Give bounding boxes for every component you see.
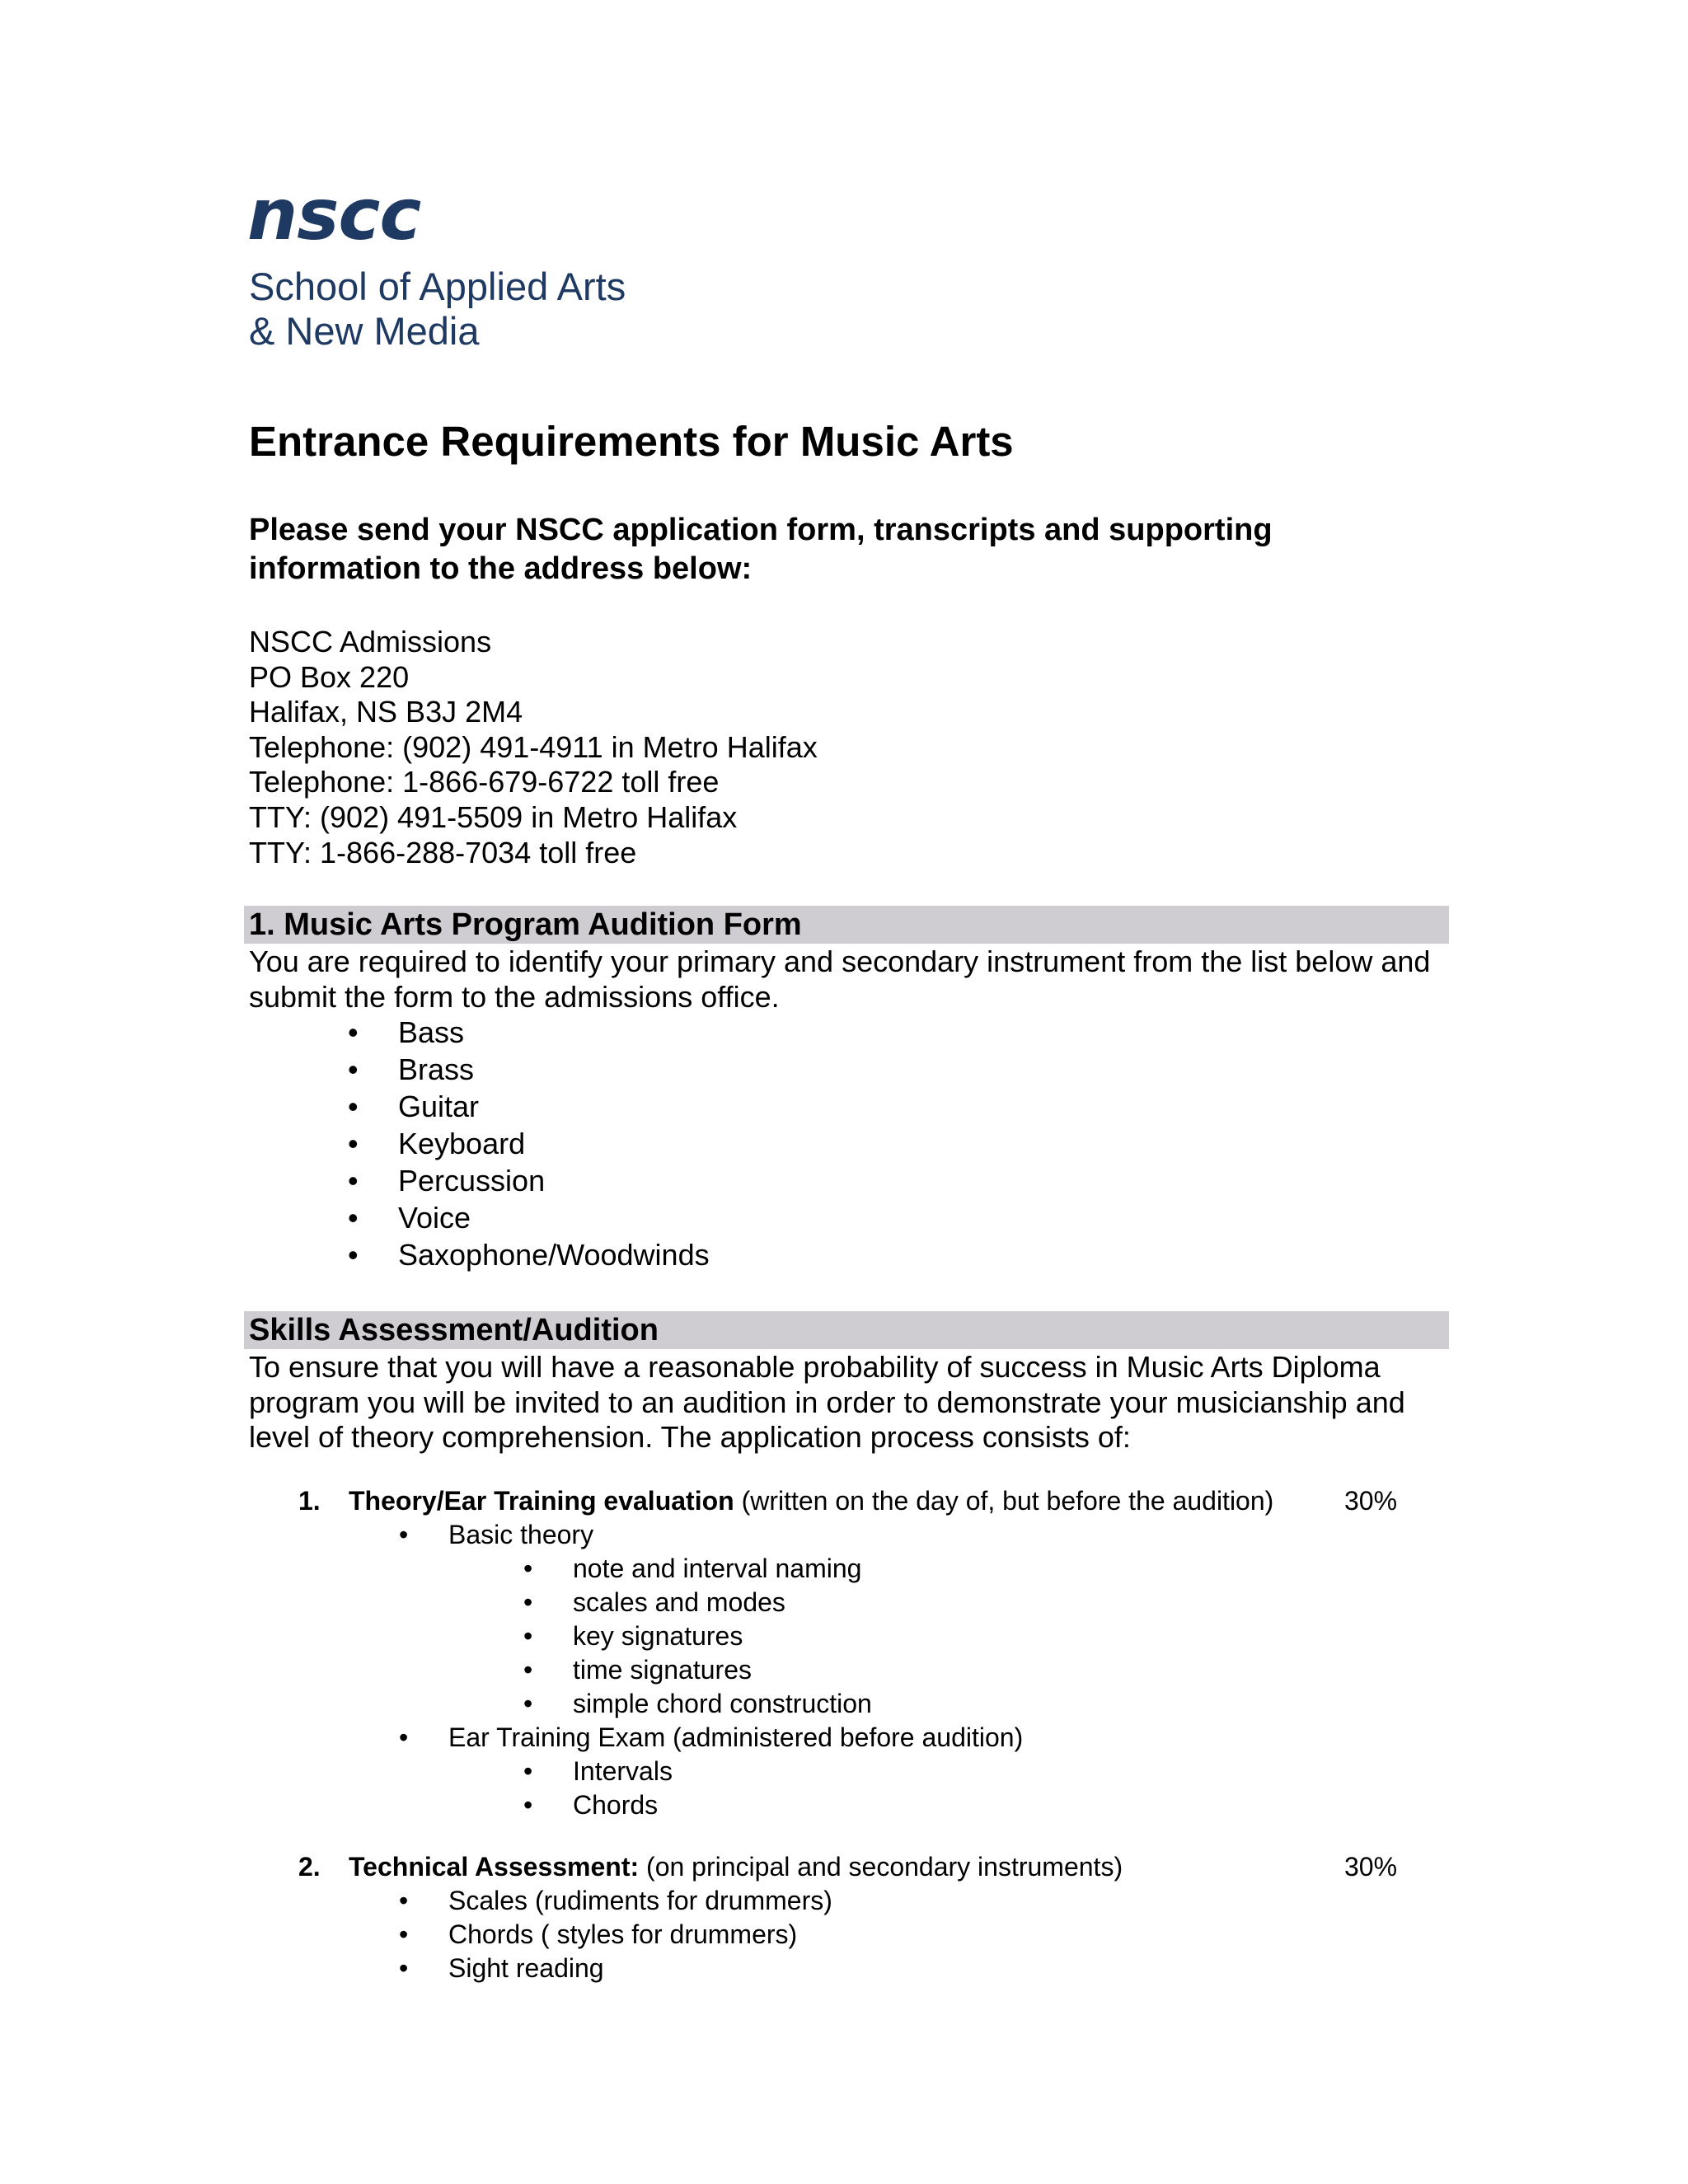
lead-instruction: Please send your NSCC application form, transcripts and supporting information to the address below: (249, 513, 1273, 586)
list-item: • Intervals (523, 1756, 673, 1786)
assessment-item-2-title: Technical Assessment: (349, 1852, 640, 1882)
nscc-logo-wordmark: nscc (247, 174, 421, 256)
list-item: • Sight reading (399, 1953, 604, 1983)
list-item: • scales and modes (523, 1587, 785, 1617)
section-1-heading-band (244, 906, 1449, 944)
address-line: NSCC Admissions (249, 625, 492, 658)
list-item: • key signatures (523, 1621, 743, 1651)
assessment-item-1 (0, 1484, 1688, 1822)
list-item: • Basic theory (399, 1520, 594, 1549)
list-item: • simple chord construction (523, 1689, 872, 1718)
address-block (249, 625, 818, 870)
address-line: Telephone: (902) 491-4911 in Metro Halifax (249, 729, 818, 764)
list-item: • Chords ( styles for drummers) (399, 1919, 798, 1949)
logo-line-2: & New Media (249, 309, 480, 353)
list-item: • Ear Training Exam (administered before audition) (399, 1722, 1024, 1752)
address-line: Halifax, NS B3J 2M4 (249, 695, 523, 729)
assessment-item-1-title: Theory/Ear Training evaluation (349, 1486, 734, 1516)
list-item: • Scales (rudiments for drummers) (399, 1886, 832, 1915)
section-1-intro: You are required to identify your primary and secondary instrument from the list below and submit the form to the admissions office. (249, 944, 1431, 1014)
logo-line-1: School of Applied Arts (249, 265, 626, 308)
address-line: PO Box 220 (249, 659, 410, 694)
section-2-heading-band (244, 1311, 1449, 1349)
assessment-item-2-note: (on principal and secondary instruments) (639, 1852, 1123, 1882)
list-item: • time signatures (523, 1655, 752, 1685)
address-line: Telephone: 1-866-679-6722 toll free (249, 765, 720, 799)
assessment-item-1-header: 1. Theory/Ear Training evaluation (written on the day of, but before the audition) 30% (0, 1484, 1688, 1518)
section-2-intro: To ensure that you will have a reasonable probability of success in Music Arts Diploma program you will be invited to an audition in order to demonstrate your musicianship and level of theory comprehension. The application process consists of: (249, 1350, 1405, 1455)
assessment-item-1-weight: 30% (1344, 1486, 1398, 1516)
section-1-heading: 1. Music Arts Program Audition Form (249, 907, 802, 942)
assessment-item-2-header: 2. Technical Assessment: (on principal and secondary instruments) 30% (0, 1850, 1688, 1884)
address-line: TTY: (902) 491-5509 in Metro Halifax (249, 799, 738, 834)
assessment-item-2-weight: 30% (1344, 1852, 1398, 1882)
page-title: Entrance Requirements for Music Arts (249, 418, 1014, 465)
section-2-heading: Skills Assessment/Audition (249, 1313, 659, 1347)
assessment-item-1-note: (written on the day of, but before the audition) (734, 1486, 1274, 1516)
assessment-item-2 (0, 1850, 1688, 1985)
address-line: TTY: 1-866-288-7034 toll free (249, 835, 637, 869)
list-item: • Chords (523, 1790, 659, 1820)
list-item: • note and interval naming (523, 1554, 862, 1583)
